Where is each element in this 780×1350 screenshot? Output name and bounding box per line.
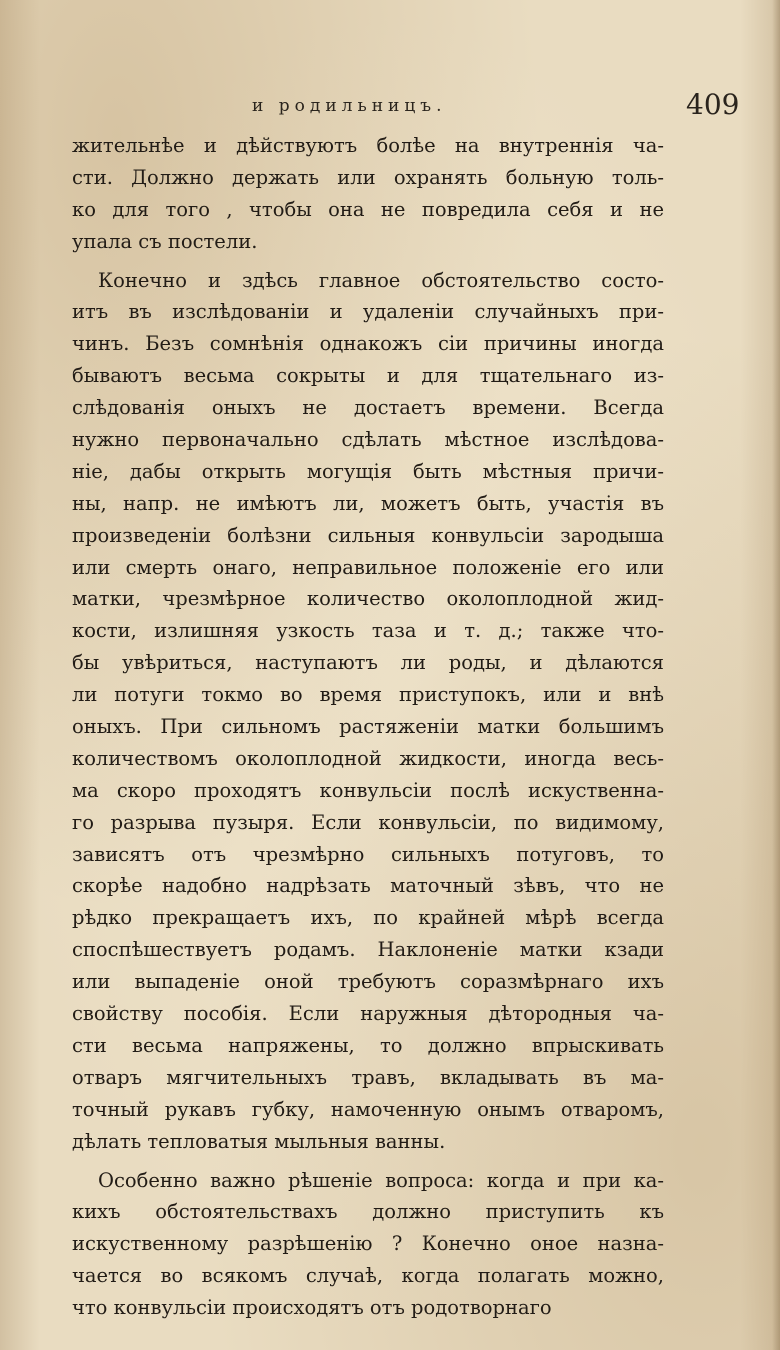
- text-line: ма скоро проходятъ конвульсіи послѣ искуственна-: [72, 778, 664, 802]
- running-head: [70, 88, 740, 132]
- paragraph-gap: [72, 1158, 664, 1165]
- text-line: Особенно важно рѣшеніе вопроса: когда и при ка-: [98, 1168, 664, 1192]
- text-line: упала съ постели.: [72, 229, 258, 253]
- paragraph: [72, 1165, 664, 1324]
- page-number: 409: [686, 88, 740, 121]
- paragraph: [72, 265, 664, 1158]
- text-line: свойству пособія. Если наружныя дѣтородныя ча-: [72, 1002, 664, 1026]
- page-edge-shadow: [772, 0, 780, 1350]
- text-line: точный рукавъ губку, намоченную онымъ отваромъ,: [72, 1097, 664, 1121]
- text-line: или выпаденіе оной требуютъ соразмѣрнаго ихъ: [72, 970, 664, 994]
- text-line: нужно первоначально сдѣлать мѣстное изслѣдова-: [72, 428, 664, 452]
- text-line: матки, чрезмѣрное количество околоплодной жид-: [72, 587, 664, 611]
- text-line: оныхъ. При сильномъ растяженіи матки большимъ: [72, 715, 664, 739]
- text-line: сти. Должно держать или охранять больную толь-: [72, 165, 664, 189]
- text-line: искуственному разрѣшенію ? Конечно оное назна-: [72, 1232, 664, 1256]
- text-line: чинъ. Безъ сомнѣнія однакожъ сіи причины иногда: [72, 332, 664, 356]
- text-line: ко для того , чтобы она не повредила себя и не: [72, 197, 664, 221]
- text-line: чается во всякомъ случаѣ, когда полагать можно,: [72, 1264, 664, 1288]
- text-line: дѣлать тепловатыя мыльныя ванны.: [72, 1129, 446, 1153]
- text-line: скорѣе надобно надрѣзать маточный зѣвъ, что не: [72, 874, 664, 898]
- running-title: и родильницъ.: [252, 96, 447, 116]
- paragraph-gap: [72, 258, 664, 265]
- paragraph: [72, 130, 664, 258]
- text-line: споспѣшествуетъ родамъ. Наклоненіе матки кзади: [72, 938, 664, 962]
- text-line: что конвульсіи происходятъ отъ родотворнаго: [72, 1296, 552, 1320]
- text-line: слѣдованія оныхъ не достаетъ времени. Всегда: [72, 396, 664, 420]
- text-line: или смерть онаго, неправильное положеніе его или: [72, 555, 664, 579]
- text-line: кихъ обстоятельствахъ должно приступить къ: [72, 1200, 664, 1224]
- text-line: ли потуги токмо во время приступокъ, или и внѣ: [72, 683, 664, 707]
- text-line: Конечно и здѣсь главное обстоятельство состо-: [98, 268, 664, 292]
- text-line: зависятъ отъ чрезмѣрно сильныхъ потуговъ, то: [72, 842, 664, 866]
- text-line: произведеніи болѣзни сильныя конвульсіи зародыша: [72, 523, 664, 547]
- text-line: рѣдко прекращаетъ ихъ, по крайней мѣрѣ всегда: [72, 906, 664, 930]
- text-line: количествомъ околоплодной жидкости, иногда весь-: [72, 746, 664, 770]
- body-text: [72, 130, 664, 1324]
- text-line: жительнѣе и дѣйствуютъ болѣе на внутреннія ча-: [72, 134, 664, 157]
- text-line: отваръ мягчительныхъ травъ, вкладывать въ ма-: [72, 1065, 664, 1089]
- text-line: го разрыва пузыря. Если конвульсіи, по видимому,: [72, 810, 664, 834]
- text-line: ны, напр. не имѣютъ ли, можетъ быть, участія въ: [72, 491, 664, 515]
- text-line: ніе, дабы открыть могущія быть мѣстныя причи-: [72, 459, 664, 483]
- text-line: итъ въ изслѣдованіи и удаленіи случайныхъ при-: [72, 300, 664, 324]
- text-line: бываютъ весьма сокрыты и для тщательнаго из-: [72, 364, 664, 388]
- text-line: сти весьма напряжены, то должно впрыскивать: [72, 1033, 664, 1057]
- text-line: бы увѣриться, наступаютъ ли роды, и дѣлаются: [72, 651, 664, 675]
- text-line: кости, излишняя узкость таза и т. д.; также что-: [72, 619, 664, 643]
